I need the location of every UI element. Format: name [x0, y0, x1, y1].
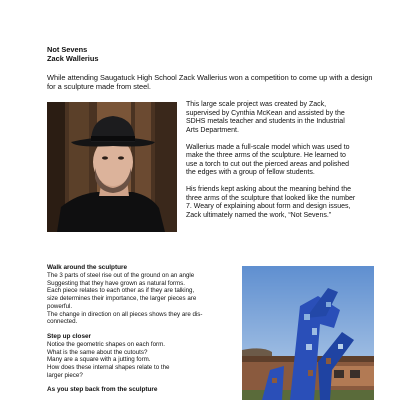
paragraph-project: This large scale project was created by Zack, supervised by Cynthia McKean and assisted by the SDHS metals teacher and students in the Industrial Arts Department.: [186, 101, 345, 134]
document-title: [47, 45, 98, 63]
section-heading: Step up closer: [47, 332, 92, 340]
section-line: Suggesting that they have grown as natural forms.: [47, 279, 185, 287]
section-line: Notice the geometric shapes on each form.: [47, 340, 165, 348]
paragraph-name: His friends kept asking about the meaning behind the three arms of the sculpture that looked like the number 7. Weary of explaining about form and design issues, Zack ultimately named the work, “Not Sevens.”: [186, 186, 356, 219]
portrait-illustration: [47, 102, 177, 232]
section-line: powerful.: [47, 302, 73, 310]
section-line: size determines their importance, the larger pieces are: [47, 295, 197, 303]
section-walk-around: [47, 264, 235, 326]
section-line: The change in direction on all pieces shows they are dis-: [47, 310, 203, 318]
section-line: larger piece?: [47, 371, 83, 379]
section-line: Many are a square with a jutting form.: [47, 356, 151, 364]
section-line: How does these internal shapes relate to the: [47, 364, 170, 372]
right-column: [186, 101, 356, 229]
paragraph-model: Wallerius made a full-scale model which was used to make the three arms of the sculpture. He learned to use a torch to cut out the pierced areas and polished the edges with a group of fellow students.: [186, 143, 350, 177]
sculpture-illustration: [242, 266, 374, 400]
intro-paragraph: While attending Saugatuck High School Zack Wallerius won a competition to come up with a design for a sculpture made from steel.: [47, 73, 373, 92]
section-line: What is the same about the cutouts?: [47, 348, 148, 356]
section-line: Each piece relates to each other as if they are talking,: [47, 287, 195, 295]
section-step-closer: [47, 333, 235, 380]
sculpture-photo: [242, 266, 374, 400]
section-line: The 3 parts of steel rise out of the ground on an angle: [47, 272, 195, 279]
section-heading: As you step back from the sculpture: [47, 386, 158, 394]
section-line: connected.: [47, 318, 78, 326]
title-line-2: Zack Wallerius: [47, 54, 99, 63]
guide-column: [47, 264, 235, 401]
title-line-1: Not Sevens: [47, 45, 88, 54]
portrait-photo: [47, 102, 177, 232]
section-heading: Walk around the sculpture: [47, 264, 128, 271]
section-step-back: [47, 386, 235, 394]
